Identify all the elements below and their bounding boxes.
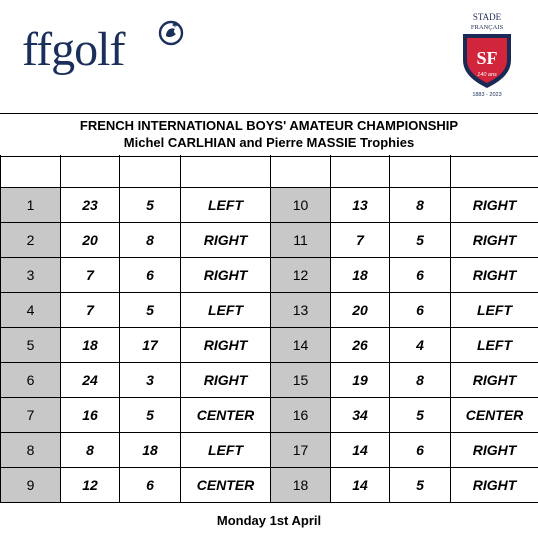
hole-number-cell: 2 xyxy=(1,223,61,258)
direction-cell: CENTER xyxy=(451,398,538,433)
header-cell xyxy=(331,155,390,188)
hole-number-cell: 7 xyxy=(1,398,61,433)
value-a-cell: 18 xyxy=(331,258,390,293)
hole-number-cell: 14 xyxy=(271,328,331,363)
value-b-cell: 5 xyxy=(120,398,181,433)
svg-text:1883 - 2023: 1883 - 2023 xyxy=(472,92,502,98)
hole-number-cell: 13 xyxy=(271,293,331,328)
direction-cell: LEFT xyxy=(181,188,271,223)
direction-cell: LEFT xyxy=(451,328,538,363)
svg-text:STADE: STADE xyxy=(472,12,502,22)
value-b-cell: 5 xyxy=(390,468,451,503)
direction-cell: CENTER xyxy=(181,398,271,433)
direction-cell: RIGHT xyxy=(451,188,538,223)
hole-number-cell: 3 xyxy=(1,258,61,293)
header xyxy=(0,0,538,113)
direction-cell: RIGHT xyxy=(181,363,271,398)
direction-cell: RIGHT xyxy=(451,223,538,258)
value-a-cell: 8 xyxy=(61,433,120,468)
table-row xyxy=(1,188,538,223)
header-cell xyxy=(1,155,61,188)
table-row xyxy=(1,398,538,433)
value-a-cell: 12 xyxy=(61,468,120,503)
hole-number-cell: 15 xyxy=(271,363,331,398)
header-cell xyxy=(120,155,181,188)
direction-cell: LEFT xyxy=(181,293,271,328)
header-cell xyxy=(181,155,271,188)
value-b-cell: 6 xyxy=(390,258,451,293)
hole-number-cell: 11 xyxy=(271,223,331,258)
value-a-cell: 13 xyxy=(331,188,390,223)
value-a-cell: 20 xyxy=(331,293,390,328)
table-row xyxy=(1,433,538,468)
direction-cell: CENTER xyxy=(181,468,271,503)
value-a-cell: 7 xyxy=(331,223,390,258)
table-row xyxy=(1,293,538,328)
stade-francais-logo xyxy=(456,10,518,98)
value-a-cell: 20 xyxy=(61,223,120,258)
ffgolf-logo: ffgolf xyxy=(22,23,125,76)
svg-text:SF: SF xyxy=(476,48,498,68)
direction-cell: RIGHT xyxy=(451,258,538,293)
value-a-cell: 34 xyxy=(331,398,390,433)
header-row xyxy=(1,155,538,188)
direction-cell: RIGHT xyxy=(451,363,538,398)
hole-number-cell: 8 xyxy=(1,433,61,468)
header-cell xyxy=(451,155,538,188)
value-a-cell: 18 xyxy=(61,328,120,363)
value-b-cell: 3 xyxy=(120,363,181,398)
hole-number-cell: 6 xyxy=(1,363,61,398)
value-a-cell: 16 xyxy=(61,398,120,433)
page-subtitle: Michel CARLHIAN and Pierre MASSIE Trophies xyxy=(123,135,415,150)
direction-cell: LEFT xyxy=(181,433,271,468)
value-b-cell: 6 xyxy=(390,433,451,468)
value-a-cell: 19 xyxy=(331,363,390,398)
svg-text:FRANÇAIS: FRANÇAIS xyxy=(470,24,504,31)
hole-number-cell: 12 xyxy=(271,258,331,293)
hole-number-cell: 16 xyxy=(271,398,331,433)
table-row xyxy=(1,468,538,503)
direction-cell: RIGHT xyxy=(451,468,538,503)
hole-number-cell: 10 xyxy=(271,188,331,223)
value-b-cell: 5 xyxy=(120,188,181,223)
direction-cell: RIGHT xyxy=(181,328,271,363)
hole-number-cell: 5 xyxy=(1,328,61,363)
direction-cell: RIGHT xyxy=(181,223,271,258)
hole-number-cell: 18 xyxy=(271,468,331,503)
direction-cell: LEFT xyxy=(451,293,538,328)
value-b-cell: 5 xyxy=(390,398,451,433)
value-a-cell: 7 xyxy=(61,293,120,328)
hole-number-cell: 4 xyxy=(1,293,61,328)
value-b-cell: 6 xyxy=(120,468,181,503)
value-b-cell: 17 xyxy=(120,328,181,363)
value-a-cell: 24 xyxy=(61,363,120,398)
table-row xyxy=(1,258,538,293)
hole-number-cell: 17 xyxy=(271,433,331,468)
value-b-cell: 5 xyxy=(120,293,181,328)
hole-table xyxy=(0,155,538,503)
table-row xyxy=(1,363,538,398)
value-a-cell: 14 xyxy=(331,433,390,468)
svg-text:140 ans: 140 ans xyxy=(477,72,497,78)
hole-number-cell: 9 xyxy=(1,468,61,503)
value-b-cell: 6 xyxy=(390,293,451,328)
value-a-cell: 14 xyxy=(331,468,390,503)
direction-cell: RIGHT xyxy=(451,433,538,468)
value-a-cell: 7 xyxy=(61,258,120,293)
value-b-cell: 8 xyxy=(390,188,451,223)
direction-cell: RIGHT xyxy=(181,258,271,293)
rooster-icon xyxy=(158,20,184,46)
value-b-cell: 8 xyxy=(390,363,451,398)
date-footer: Monday 1st April xyxy=(216,513,322,528)
header-cell xyxy=(271,155,331,188)
value-b-cell: 6 xyxy=(120,258,181,293)
table-row xyxy=(1,328,538,363)
value-b-cell: 4 xyxy=(390,328,451,363)
page-title: FRENCH INTERNATIONAL BOYS' AMATEUR CHAMPIONSHIP xyxy=(79,118,459,133)
hole-number-cell: 1 xyxy=(1,188,61,223)
table-row xyxy=(1,223,538,258)
value-a-cell: 26 xyxy=(331,328,390,363)
header-cell xyxy=(61,155,120,188)
title-bar xyxy=(0,113,538,157)
value-b-cell: 18 xyxy=(120,433,181,468)
value-b-cell: 8 xyxy=(120,223,181,258)
header-cell xyxy=(390,155,451,188)
value-b-cell: 5 xyxy=(390,223,451,258)
value-a-cell: 23 xyxy=(61,188,120,223)
